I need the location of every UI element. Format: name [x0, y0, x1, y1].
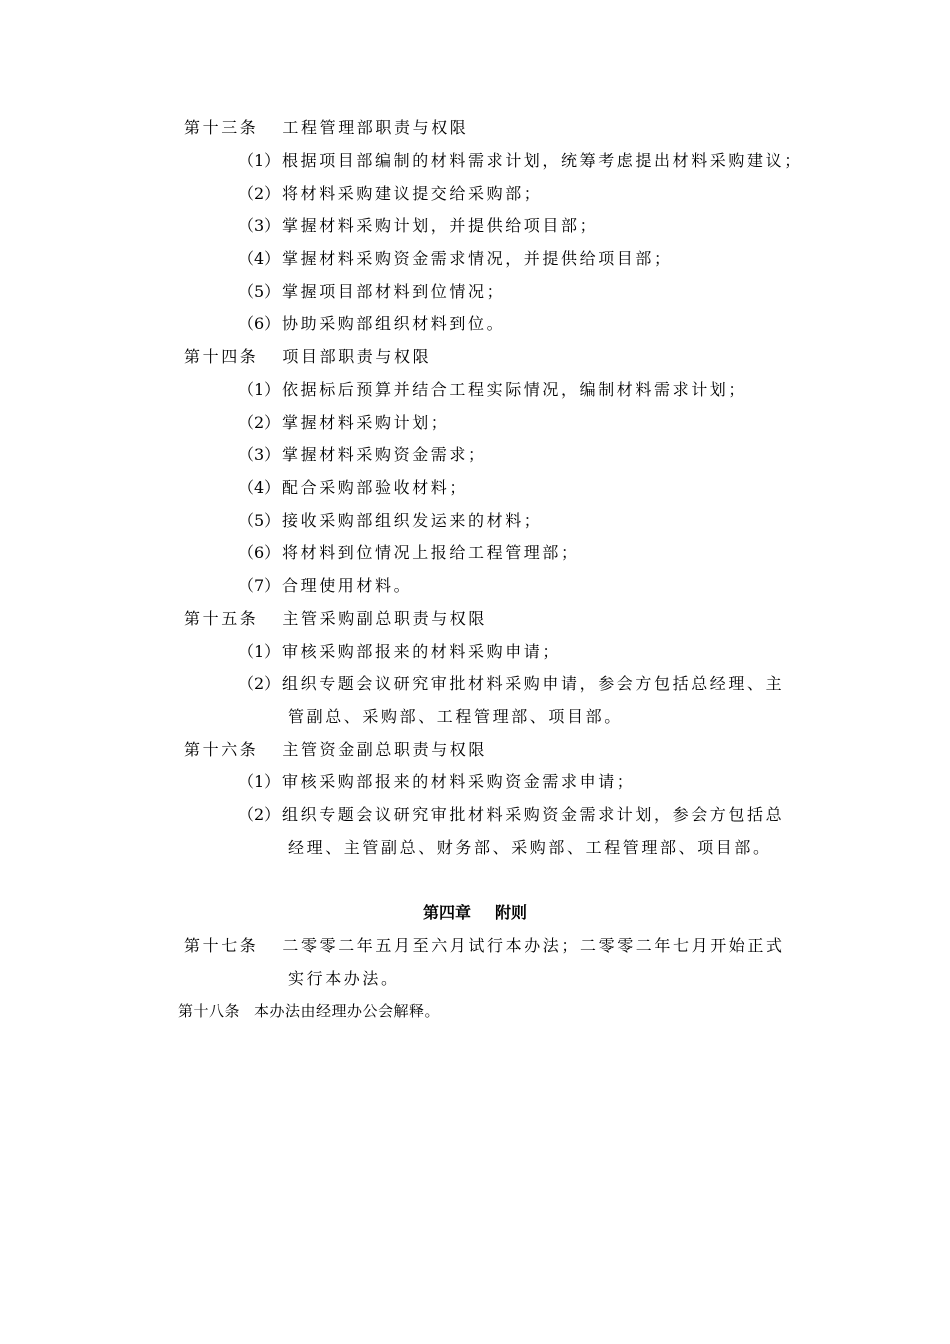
item-text: 根据项目部编制的材料需求计划，统筹考虑提出材料采购建议；	[282, 151, 803, 170]
item-text: 配合采购部验收材料；	[282, 478, 469, 497]
item-text: 审核采购部报来的材料采购申请；	[282, 642, 562, 661]
list-item	[238, 674, 784, 694]
item-text: 掌握材料采购计划；	[282, 413, 450, 432]
item-text: 组织专题会议研究审批材料采购资金需求计划，参会方包括总	[282, 805, 785, 824]
item-text: 掌握材料采购资金需求；	[282, 445, 487, 464]
chapter-heading	[0, 903, 950, 923]
item-number: （3）	[238, 216, 281, 235]
list-item	[238, 314, 505, 334]
article-14-heading	[184, 347, 431, 367]
item-number: （7）	[238, 576, 281, 595]
item-number: （5）	[238, 282, 281, 301]
article-17-continuation: 实行本办法。	[288, 969, 400, 988]
item-text: 掌握材料采购资金需求情况，并提供给项目部；	[282, 249, 673, 268]
item-number: （3）	[238, 445, 281, 464]
list-item-continuation: 经理、主管副总、财务部、采购部、工程管理部、项目部。	[288, 838, 772, 857]
list-item	[238, 413, 449, 433]
item-text: 依据标后预算并结合工程实际情况，编制材料需求计划；	[282, 380, 748, 399]
item-text: 审核采购部报来的材料采购资金需求申请；	[282, 772, 636, 791]
article-16-heading	[184, 740, 487, 760]
item-text: 协助采购部组织材料到位。	[282, 314, 506, 333]
item-text: 将材料采购建议提交给采购部；	[282, 184, 543, 203]
list-item	[238, 445, 487, 465]
item-text: 组织专题会议研究审批材料采购申请，参会方包括总经理、主	[282, 674, 785, 693]
item-number: （2）	[238, 674, 281, 693]
list-item	[238, 642, 561, 662]
item-number: （4）	[238, 249, 281, 268]
list-item	[238, 543, 580, 563]
list-item	[238, 478, 468, 498]
article-number: 第十五条	[184, 609, 259, 628]
item-number: （1）	[238, 380, 281, 399]
list-item	[238, 805, 784, 825]
article-15-heading	[184, 609, 487, 629]
item-text: 掌握材料采购计划，并提供给项目部；	[282, 216, 599, 235]
chapter-number: 第四章	[422, 903, 471, 922]
article-text: 本办法由经理办公会解释。	[254, 1002, 441, 1020]
article-number: 第十八条	[178, 1002, 241, 1020]
item-number: （1）	[238, 642, 281, 661]
article-17	[184, 936, 785, 956]
list-item	[238, 184, 542, 204]
item-number: （5）	[238, 511, 281, 530]
chapter-title: 附则	[495, 903, 528, 922]
item-text: 接收采购部组织发运来的材料；	[282, 511, 543, 530]
list-item	[238, 576, 412, 596]
list-item-continuation: 管副总、采购部、工程管理部、项目部。	[288, 707, 623, 726]
item-number: （2）	[238, 184, 281, 203]
item-text: 合理使用材料。	[282, 576, 413, 595]
list-item	[238, 151, 803, 171]
list-item	[238, 380, 747, 400]
item-number: （2）	[238, 413, 281, 432]
item-number: （2）	[238, 805, 281, 824]
article-13-heading	[184, 118, 468, 138]
list-item	[238, 282, 505, 302]
article-title: 主管资金副总职责与权限	[282, 740, 488, 759]
article-text: 二零零二年五月至六月试行本办法；二零零二年七月开始正式	[282, 936, 785, 955]
list-item	[238, 216, 598, 236]
item-number: （6）	[238, 543, 281, 562]
article-number: 第十六条	[184, 740, 259, 759]
article-number: 第十三条	[184, 118, 259, 137]
item-number: （4）	[238, 478, 281, 497]
list-item	[238, 511, 542, 531]
article-title: 项目部职责与权限	[282, 347, 432, 366]
article-number: 第十四条	[184, 347, 259, 366]
item-text: 掌握项目部材料到位情况；	[282, 282, 506, 301]
item-number: （6）	[238, 314, 281, 333]
article-title: 工程管理部职责与权限	[282, 118, 469, 137]
item-text: 将材料到位情况上报给工程管理部；	[282, 543, 580, 562]
list-item	[238, 772, 635, 792]
article-title: 主管采购副总职责与权限	[282, 609, 488, 628]
article-18	[178, 1001, 440, 1021]
item-number: （1）	[238, 772, 281, 791]
article-number: 第十七条	[184, 936, 259, 955]
list-item	[238, 249, 673, 269]
item-number: （1）	[238, 151, 281, 170]
